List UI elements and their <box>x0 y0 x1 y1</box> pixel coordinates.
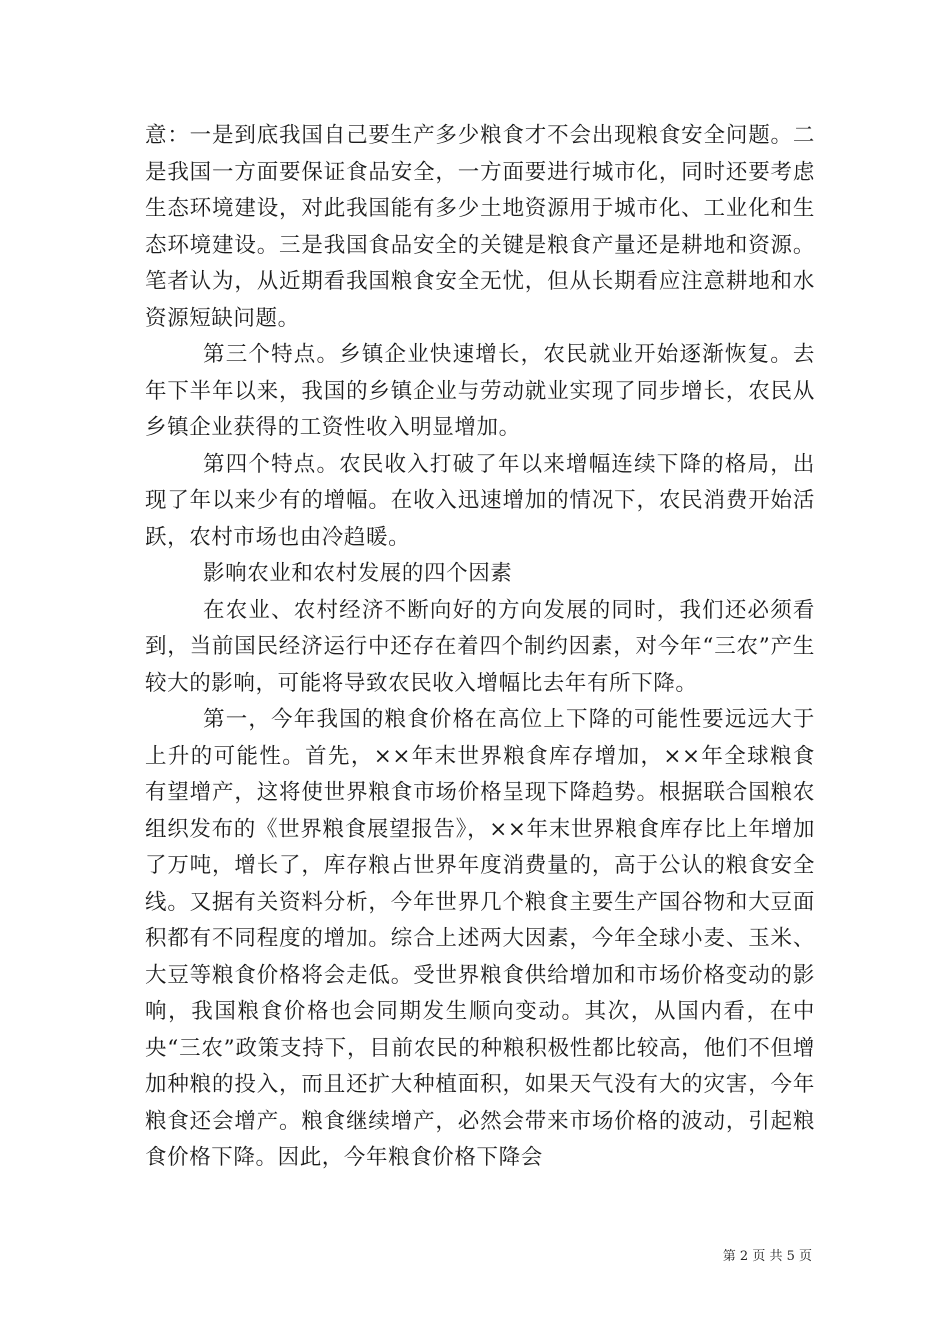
paragraph-fourth-feature: 第四个特点。农民收入打破了年以来增幅连续下降的格局，出现了年以来少有的增幅。在收入迅速增加的情况下，农民消费开始活跃，农村市场也由冷趋暖。 <box>145 451 815 550</box>
paragraph-continuation: 意：一是到底我国自己要生产多少粮食才不会出现粮食安全问题。二是我国一方面要保证食品安全，一方面要进行城市化，同时还要考虑生态环境建设，对此我国能有多少土地资源用于城市化、工业化和生态环境建设。三是我国食品安全的关键是粮食产量还是耕地和资源。笔者认为，从近期看我国粮食安全无忧，但从长期看应注意耕地和水资源短缺问题。 <box>145 123 815 331</box>
section-heading: 影响农业和农村发展的四个因素 <box>203 561 513 586</box>
page-number-footer: 第 2 页 共 5 页 <box>722 1249 812 1264</box>
paragraph-intro-factors: 在农业、农村经济不断向好的方向发展的同时，我们还必须看到，当前国民经济运行中还存在着四个制约因素，对今年“三农”产生较大的影响，可能将导致农民收入增幅比去年有所下降。 <box>145 597 815 696</box>
document-body <box>145 118 815 1177</box>
paragraph-third-feature: 第三个特点。乡镇企业快速增长，农民就业开始逐渐恢复。去年下半年以来，我国的乡镇企业与劳动就业实现了同步增长，农民从乡镇企业获得的工资性收入明显增加。 <box>145 342 815 440</box>
paragraph-first-factor: 第一，今年我国的粮食价格在高位上下降的可能性要远远大于上升的可能性。首先，××年末世界粮食库存增加，××年全球粮食有望增产，这将使世界粮食市场价格呈现下降趋势。根据联合国粮农组织发布的《世界粮食展望报告》，××年末世界粮食库存比上年增加了万吨，增长了，库存粮占世界年度消费量的，高于公认的粮食安全线。又据有关资料分析，今年世界几个粮食主要生产国谷物和大豆面积都有不同程度的增加。综合上述两大因素，今年全球小麦、玉米、大豆等粮食价格将会走低。受世界粮食供给增加和市场价格变动的影响，我国粮食价格也会同期发生顺向变动。其次，从国内看，在中央“三农”政策支持下，目前农民的种粮积极性都比较高，他们不但增加种粮的投入，而且还扩大种植面积，如果天气没有大的灾害，今年粮食还会增产。粮食继续增产，必然会带来市场价格的波动，引起粮食价格下降。因此，今年粮食价格下降会 <box>145 707 815 1170</box>
